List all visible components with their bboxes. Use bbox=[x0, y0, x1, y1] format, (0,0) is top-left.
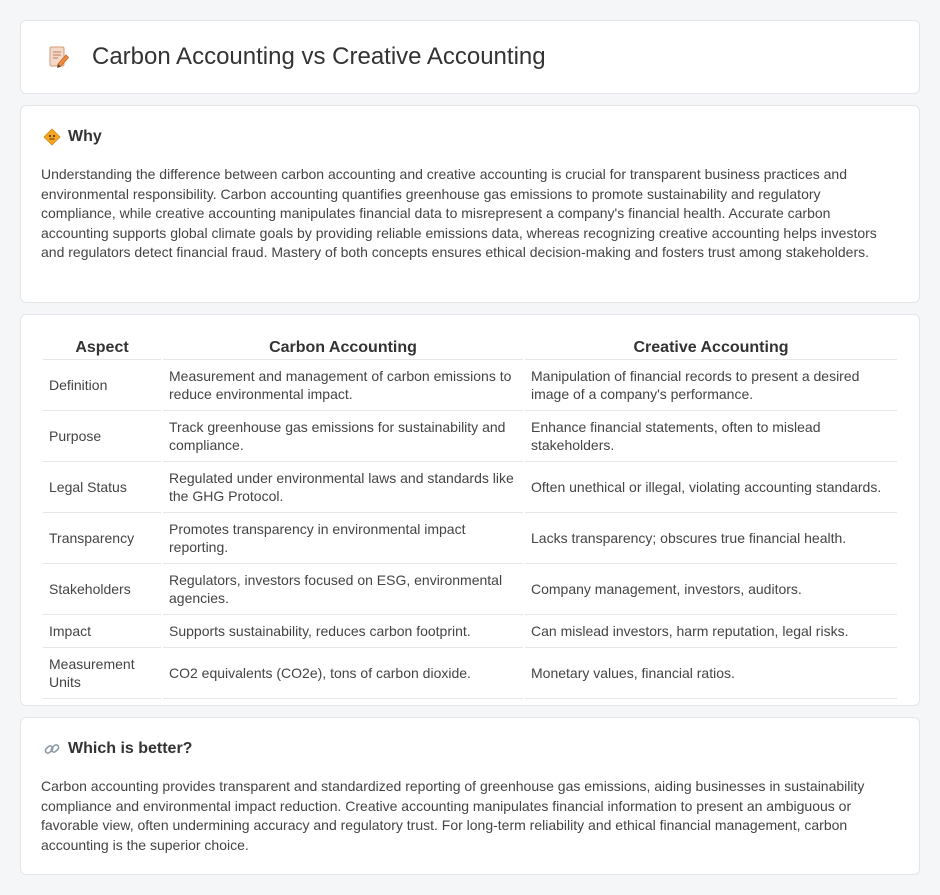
better-title: Which is better? bbox=[68, 740, 193, 757]
why-section bbox=[20, 105, 920, 303]
cell-creative: Manipulation of financial records to present a desired image of a company's performance. bbox=[525, 360, 897, 411]
cell-aspect: Legal Status bbox=[43, 462, 161, 513]
table-row bbox=[43, 360, 897, 411]
header-creative-accounting: Creative Accounting bbox=[525, 335, 897, 360]
why-text: Understanding the difference between carbon accounting and creative accounting is crucial for transparent business practices and environmental responsibility. Carbon accounting quantifies greenhouse gas emissions to promote sustainability and regulatory compliance, while creative accounting manipulates financial data to misrepresent a company's financial health. Accurate carbon accounting supports global climate goals by providing reliable emissions data, whereas recognizing creative accounting helps investors and regulators detect financial fraud. Mastery of both concepts ensures ethical decision-making and fosters trust among stakeholders. bbox=[41, 166, 877, 260]
table-row bbox=[43, 648, 897, 699]
header-card bbox=[20, 20, 920, 94]
table-row bbox=[43, 411, 897, 462]
cell-aspect: Purpose bbox=[43, 411, 161, 462]
table-row bbox=[43, 564, 897, 615]
cell-creative: Monetary values, financial ratios. bbox=[525, 648, 897, 699]
cell-creative: Can mislead investors, harm reputation, legal risks. bbox=[525, 615, 897, 648]
cell-carbon: Promotes transparency in environmental impact reporting. bbox=[163, 513, 523, 564]
cell-creative: Often unethical or illegal, violating accounting standards. bbox=[525, 462, 897, 513]
link-icon bbox=[43, 740, 61, 758]
better-text: Carbon accounting provides transparent and standardized reporting of greenhouse gas emissions, aiding businesses in sustainability compliance and environmental impact reduction. Creative accounting manipulates financial information to present an ambiguous or favorable view, often undermining accuracy and regulatory trust. For long-term reliability and ethical financial management, carbon accounting is the superior choice. bbox=[41, 778, 865, 853]
cell-aspect: Measurement Units bbox=[43, 648, 161, 699]
cell-creative: Enhance financial statements, often to mislead stakeholders. bbox=[525, 411, 897, 462]
why-heading bbox=[41, 128, 899, 146]
table-row bbox=[43, 462, 897, 513]
page-title: Carbon Accounting vs Creative Accounting bbox=[92, 43, 546, 70]
better-heading bbox=[41, 740, 899, 758]
comparison-table bbox=[41, 335, 899, 699]
header-aspect: Aspect bbox=[43, 335, 161, 360]
cell-aspect: Stakeholders bbox=[43, 564, 161, 615]
which-is-better-section bbox=[20, 717, 920, 875]
cell-aspect: Transparency bbox=[43, 513, 161, 564]
cell-carbon: Regulators, investors focused on ESG, environmental agencies. bbox=[163, 564, 523, 615]
cell-creative: Lacks transparency; obscures true financial health. bbox=[525, 513, 897, 564]
document-pencil-icon bbox=[45, 44, 71, 70]
warning-sign-icon bbox=[43, 128, 61, 146]
table-row bbox=[43, 513, 897, 564]
table-row bbox=[43, 615, 897, 648]
table-header-row bbox=[43, 335, 897, 360]
cell-carbon: Supports sustainability, reduces carbon footprint. bbox=[163, 615, 523, 648]
comparison-section bbox=[20, 314, 920, 706]
cell-creative: Company management, investors, auditors. bbox=[525, 564, 897, 615]
cell-carbon: Measurement and management of carbon emissions to reduce environmental impact. bbox=[163, 360, 523, 411]
header-carbon-accounting: Carbon Accounting bbox=[163, 335, 523, 360]
cell-aspect: Impact bbox=[43, 615, 161, 648]
cell-carbon: Track greenhouse gas emissions for sustainability and compliance. bbox=[163, 411, 523, 462]
why-title: Why bbox=[68, 128, 102, 145]
cell-carbon: Regulated under environmental laws and standards like the GHG Protocol. bbox=[163, 462, 523, 513]
cell-carbon: CO2 equivalents (CO2e), tons of carbon dioxide. bbox=[163, 648, 523, 699]
cell-aspect: Definition bbox=[43, 360, 161, 411]
